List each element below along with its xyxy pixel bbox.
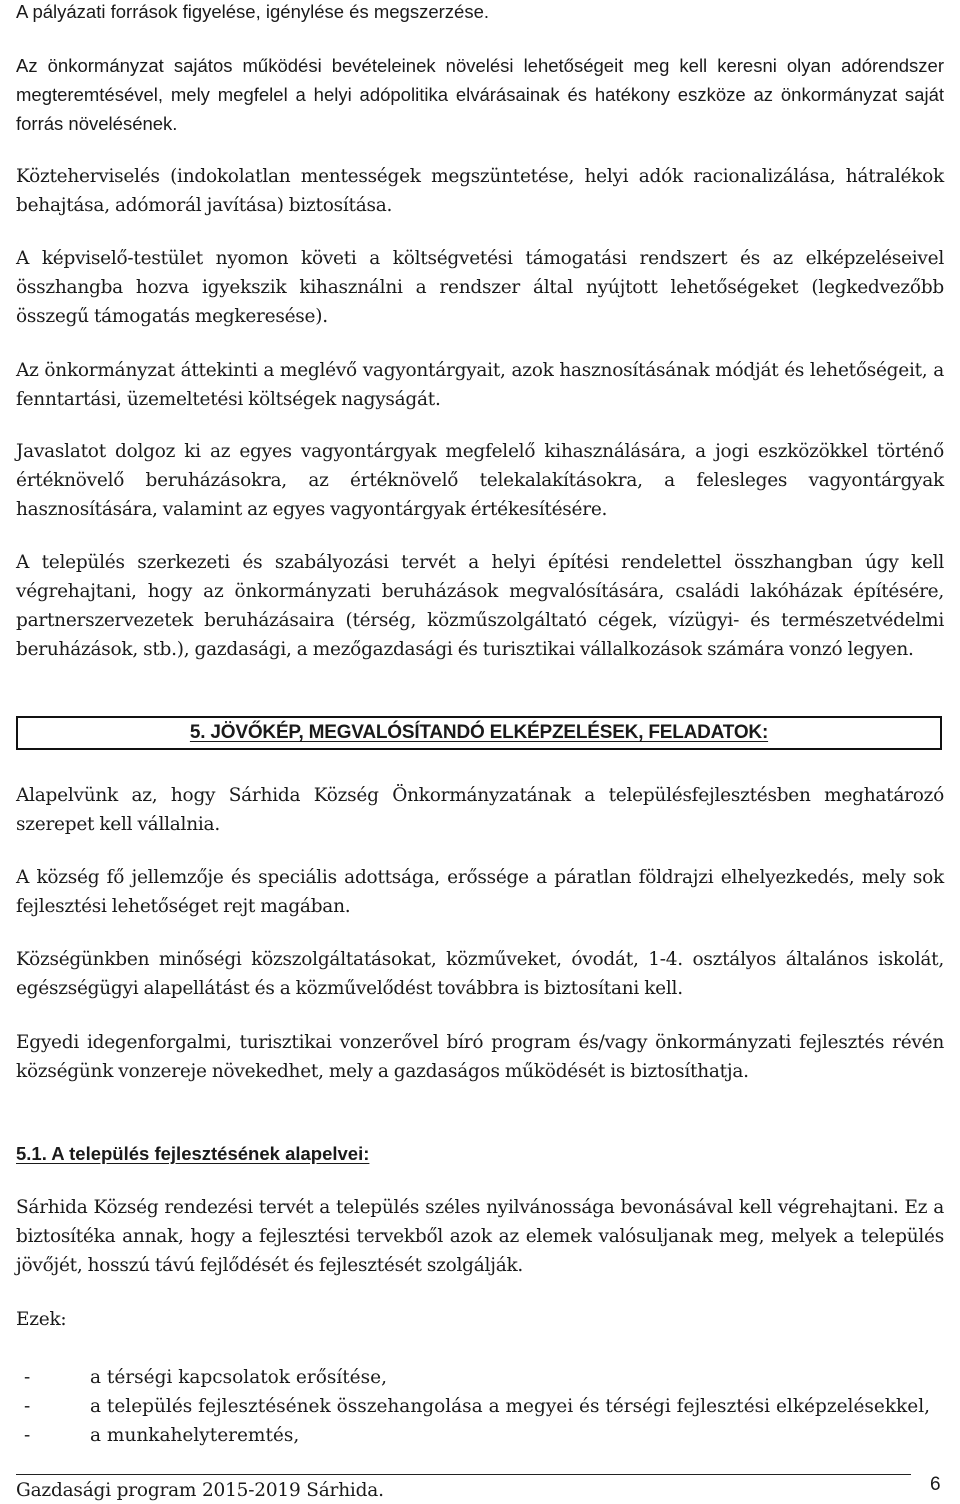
paragraph: Egyedi idegenforgalmi, turisztikai vonzerővel bíró program és/vagy önkormányzati fejlesztés révén községünk vonzereje növekedhet, mely a gazdaságos működését is biztosíthatja. bbox=[16, 1032, 944, 1082]
paragraph: Az önkormányzat sajátos működési bevételeinek növelési lehetőségeit meg kell keresni olyan adórendszer megteremtésével, mely megfelel a helyi adópolitika elvárásainak és hatékony eszköze az önkormányzat saját forrás növelésének. bbox=[16, 55, 944, 134]
paragraph: A község fő jellemzője és speciális adottsága, erőssége a páratlan földrajzi elhelyezkedés, mely sok fejlesztési lehetőséget rejt magában. bbox=[16, 867, 944, 917]
list-marker: - bbox=[24, 1367, 31, 1388]
paragraph: Közteherviselés (indokolatlan mentességek megszüntetése, helyi adók racionalizálása, hátralékok behajtása, adómorál javítása) biztosítása. bbox=[16, 166, 944, 216]
paragraph: A pályázati források figyelése, igénylése és megszerzése. bbox=[16, 1, 490, 22]
list-marker: - bbox=[24, 1425, 31, 1446]
list-item bbox=[16, 1392, 930, 1421]
bullet-list bbox=[16, 1363, 930, 1450]
paragraph: Alapelvünk az, hogy Sárhida Község Önkormányzatának a településfejlesztésben meghatározó szerepet kell vállalnia. bbox=[16, 785, 944, 835]
page-number: 6 bbox=[930, 1474, 941, 1495]
subsection-heading: 5.1. A település fejlesztésének alapelvei: bbox=[16, 1143, 370, 1164]
list-marker: - bbox=[24, 1396, 31, 1417]
section-heading-box bbox=[16, 716, 942, 750]
paragraph: A település szerkezeti és szabályozási tervét a helyi építési rendelettel összhangban úgy kell végrehajtani, hogy az önkormányzati beruházások megvalósítására, családi lakóházak építésére, partnerszervezetek beruházásaira (térség, közműszolgáltató cégek, vízügyi- és természetvédelmi beruházások, stb.), gazdasági, a mezőgazdasági és turisztikai vállalkozások számára vonzó legyen. bbox=[16, 552, 944, 660]
paragraph: Javaslatot dolgoz ki az egyes vagyontárgyak megfelelő kihasználására, a jogi eszközökkel történő értéknövelő beruházásokra, az értéknövelő telekalakításokra, a felesleges vagyontárgyak hasznosítására, valamint az egyes vagyontárgyak értékesítésére. bbox=[16, 441, 944, 520]
list-item-text: a munkahelyteremtés, bbox=[90, 1425, 300, 1446]
footer-title: Gazdasági program 2015-2019 Sárhida. bbox=[16, 1480, 384, 1501]
list-item bbox=[16, 1363, 930, 1392]
paragraph: Az önkormányzat áttekinti a meglévő vagyontárgyait, azok hasznosításának módját és lehetőségeit, a fenntartási, üzemeltetési költségek nagyságát. bbox=[16, 360, 944, 410]
footer-divider bbox=[16, 1474, 911, 1475]
paragraph: Ezek: bbox=[16, 1309, 67, 1330]
paragraph: Községünkben minőségi közszolgáltatásokat, közműveket, óvodát, 1-4. osztályos általános iskolát, egészségügyi alapellátást és a közművelődést továbbra is biztosítani kell. bbox=[16, 949, 944, 999]
list-item-text: a térségi kapcsolatok erősítése, bbox=[90, 1367, 387, 1388]
list-item bbox=[16, 1421, 930, 1450]
section-heading: 5. JÖVŐKÉP, MEGVALÓSÍTANDÓ ELKÉPZELÉSEK, FELADATOK: bbox=[189, 722, 769, 743]
list-item-text: a település fejlesztésének összehangolása a megyei és térségi fejlesztési elképzelésekkel, bbox=[90, 1396, 930, 1417]
paragraph: A képviselő-testület nyomon követi a költségvetési támogatási rendszert és az elképzeléseivel összhangba hozva igyekszik kihasználni a rendszer által nyújtott lehetőségeket (legkedvezőbb összegű támogatás megkeresése). bbox=[16, 248, 944, 327]
paragraph: Sárhida Község rendezési tervét a település széles nyilvánossága bevonásával kell végrehajtani. Ez a biztosítéka annak, hogy a fejlesztési tervekből azok az elemek valósuljanak meg, melyek a település jövőjét, hosszú távú fejlődését és fejlesztését szolgálják. bbox=[16, 1197, 944, 1276]
